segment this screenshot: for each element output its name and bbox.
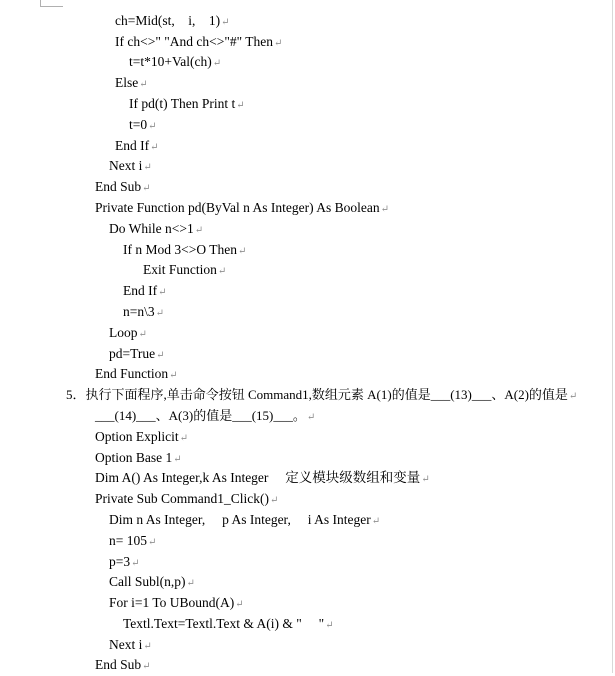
code-line: pd=True↵ — [109, 346, 165, 361]
code-line: p=3↵ — [109, 554, 140, 569]
paragraph-mark-icon: ↵ — [186, 578, 195, 589]
code-line: Private Function pd(ByVal n As Integer) As Boolean↵ — [95, 200, 389, 215]
code-line: Option Explicit↵ — [95, 429, 189, 444]
paragraph-mark-icon: ↵ — [142, 661, 151, 672]
code-line: Textl.Text=Textl.Text & A(i) & " "↵ — [123, 616, 334, 631]
paragraph-mark-icon: ↵ — [212, 58, 222, 69]
code-line: t=t*10+Val(ch)↵ — [129, 54, 222, 69]
code-line: If ch<>" "And ch<>"#" Then↵ — [115, 34, 283, 49]
paragraph-mark-icon: ↵ — [380, 204, 389, 215]
code-line: End Sub↵ — [95, 657, 151, 672]
paragraph-mark-icon: ↵ — [138, 329, 147, 340]
paragraph-mark-icon: ↵ — [217, 266, 227, 277]
paragraph-mark-icon: ↵ — [139, 79, 148, 90]
paragraph-mark-icon: ↵ — [156, 350, 165, 361]
code-line: Else↵ — [115, 75, 148, 90]
code-line: Do While n<>1↵ — [109, 221, 204, 236]
paragraph-mark-icon: ↵ — [421, 474, 430, 485]
code-line: Dim n As Integer, p As Integer, i As Integer↵ — [109, 512, 381, 527]
code-line: Option Base 1↵ — [95, 450, 182, 465]
paragraph-mark-icon: ↵ — [237, 246, 247, 257]
code-line: t=0↵ — [129, 117, 157, 132]
paragraph-mark-icon: ↵ — [306, 412, 316, 423]
paragraph-mark-icon: ↵ — [169, 370, 178, 381]
paragraph-mark-icon: ↵ — [143, 641, 152, 652]
paragraph-mark-icon: ↵ — [235, 599, 244, 610]
paragraph-mark-icon: ↵ — [179, 433, 189, 444]
code-line: Private Sub Command1_Click()↵ — [95, 491, 279, 506]
paragraph-mark-icon: ↵ — [371, 516, 381, 527]
paragraph-mark-icon: ↵ — [221, 17, 230, 28]
paragraph-mark-icon: ↵ — [148, 537, 157, 548]
paragraph-mark-icon: ↵ — [143, 162, 152, 173]
code-line: End If↵ — [123, 283, 167, 298]
code-line: Exit Function↵ — [143, 262, 227, 277]
page-corner-mark — [40, 0, 63, 7]
code-line: End Function↵ — [95, 366, 178, 381]
paragraph-mark-icon: ↵ — [148, 121, 157, 132]
code-line: Next i↵ — [109, 158, 152, 173]
code-line: For i=1 To UBound(A)↵ — [109, 595, 244, 610]
paragraph-mark-icon: ↵ — [325, 620, 334, 631]
code-line: Next i↵ — [109, 637, 152, 652]
code-line: End If↵ — [115, 138, 159, 153]
code-line: n= 105↵ — [109, 533, 157, 548]
paragraph-mark-icon: ↵ — [273, 38, 283, 49]
paragraph-mark-icon: ↵ — [236, 100, 245, 111]
page-edge — [612, 0, 613, 673]
question-text: 5．执行下面程序,单击命令按钮 Command1,数组元素 A(1)的值是___(13)___、A(2)的值是↵ — [66, 387, 578, 402]
code-line: If pd(t) Then Print t↵ — [129, 96, 245, 111]
paragraph-mark-icon: ↵ — [173, 454, 182, 465]
paragraph-mark-icon: ↵ — [269, 495, 279, 506]
paragraph-mark-icon: ↵ — [131, 558, 140, 569]
paragraph-mark-icon: ↵ — [150, 142, 159, 153]
paragraph-mark-icon: ↵ — [568, 391, 578, 402]
paragraph-mark-icon: ↵ — [194, 225, 204, 236]
code-line: ch=Mid(st, i, 1)↵ — [115, 13, 230, 28]
question-text: ___(14)___、A(3)的值是___(15)___。↵ — [95, 408, 316, 423]
code-line: Call Subl(n,p)↵ — [109, 574, 195, 589]
paragraph-mark-icon: ↵ — [155, 308, 165, 319]
code-line: n=n\3↵ — [123, 304, 165, 319]
code-line: Loop↵ — [109, 325, 147, 340]
code-line: Dim A() As Integer,k As Integer 定义模块级数组和变量↵ — [95, 470, 430, 485]
paragraph-mark-icon: ↵ — [142, 183, 151, 194]
code-line: If n Mod 3<>O Then↵ — [123, 242, 247, 257]
paragraph-mark-icon: ↵ — [158, 287, 167, 298]
code-line: End Sub↵ — [95, 179, 151, 194]
